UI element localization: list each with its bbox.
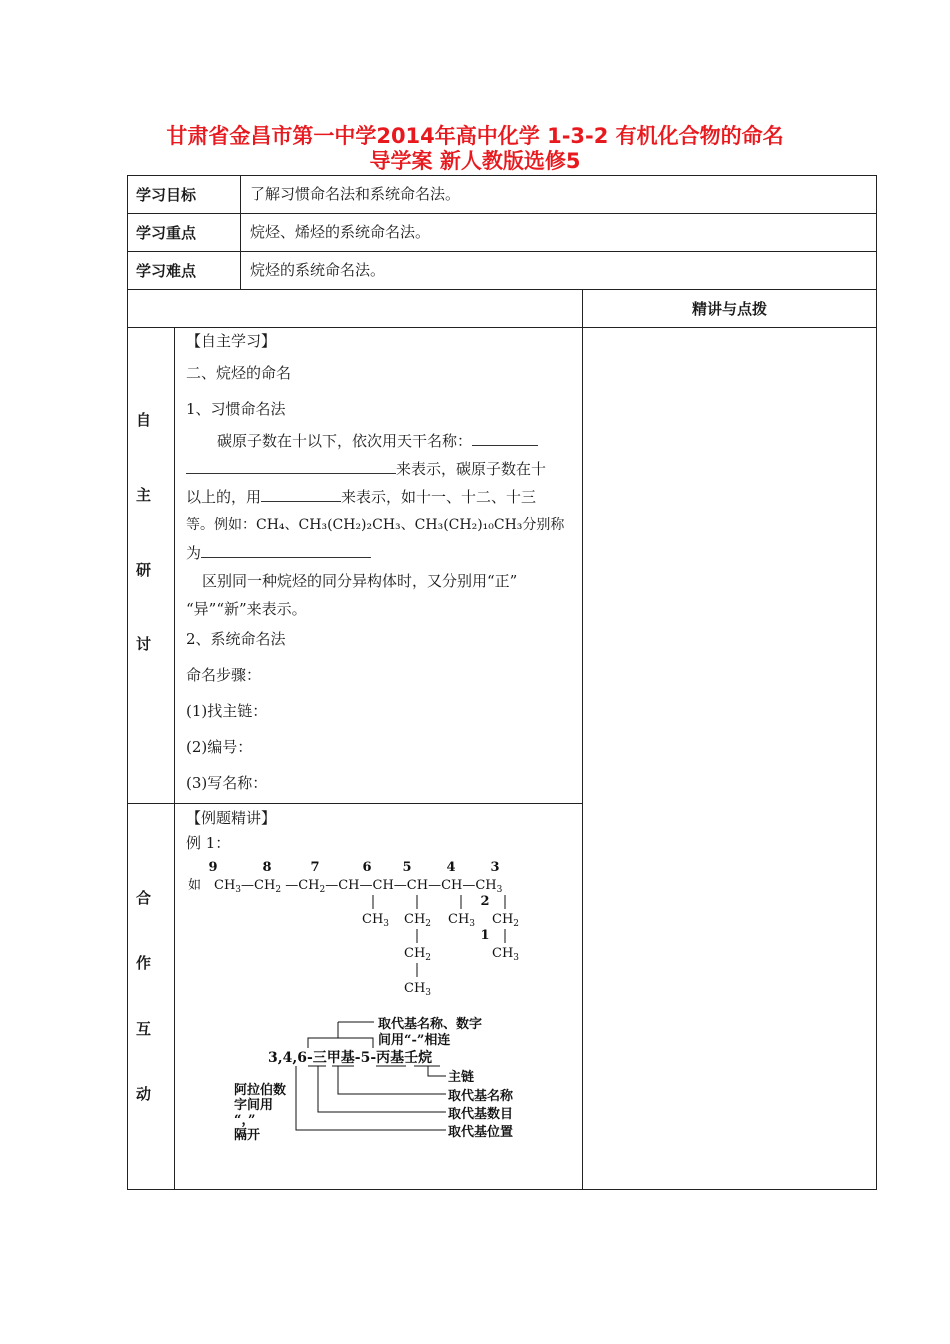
paragraph-text: 来表示，碳原子数在十 (396, 460, 547, 478)
side-char: 作 (136, 954, 152, 972)
note-left: 阿拉伯数 (234, 1083, 287, 1098)
table-divider (127, 289, 876, 290)
formula-branch: $CH_3$ (362, 912, 390, 929)
subsection-heading: 2、系统命名法 (186, 630, 286, 648)
paragraph-line (186, 458, 546, 479)
subsection-heading: 1、习惯命名法 (186, 400, 286, 418)
chain-number: 3 (490, 860, 500, 875)
formula-branch: $CH_3$ (448, 912, 476, 929)
paragraph-line: “异”“新”来表示。 (186, 600, 307, 618)
table-divider (240, 175, 241, 289)
step-item: (1)找主链： (186, 702, 268, 720)
leader-line (308, 1038, 373, 1048)
formula-branch: $CH_3$ (404, 981, 432, 998)
chain-number: 5 (402, 860, 412, 875)
chain-number: 1 (480, 928, 490, 943)
chain-number: 8 (262, 860, 272, 875)
self-study-heading: 【自主学习】 (186, 332, 277, 350)
paragraph-line (186, 486, 536, 507)
table-divider (174, 327, 175, 1190)
note-main: 主链 (448, 1070, 475, 1085)
note-top-1: 取代基名称、数字 (378, 1017, 483, 1032)
focus-text: 烷烃、烯烃的系统命名法。 (250, 223, 431, 241)
note-left: “，” (234, 1113, 256, 1128)
formula-branch: $CH_3$ (492, 946, 520, 963)
formula-branch: $CH_2$ (404, 912, 432, 929)
chain-number: 7 (310, 860, 320, 875)
table-divider (127, 327, 876, 328)
table-border (127, 175, 128, 1190)
fill-blank (472, 431, 538, 446)
goal-label: 学习目标 (136, 186, 197, 204)
steps-title: 命名步骤： (186, 666, 262, 684)
leader-line (338, 1066, 446, 1094)
example-number: 例 1： (186, 834, 231, 852)
leader-line (428, 1066, 446, 1076)
example-heading: 【例题精讲】 (186, 809, 277, 827)
note-left: 字间用 (234, 1098, 274, 1113)
focus-label: 学习重点 (136, 224, 197, 242)
formula-branch: $CH_2$ (404, 946, 432, 963)
table-divider (127, 803, 582, 804)
note-left: 隔开 (234, 1128, 261, 1143)
section-heading: 二、烷烃的命名 (186, 364, 292, 382)
paragraph-text: 来表示，如十一、十二、十三 (341, 488, 537, 506)
side-char: 研 (136, 561, 152, 579)
paragraph-line (186, 542, 371, 563)
note-sub-count: 取代基数目 (448, 1107, 514, 1122)
side-char: 合 (136, 889, 152, 907)
fill-blank (261, 487, 341, 502)
notes-header: 精讲与点拨 (692, 300, 768, 318)
paragraph-text: 碳原子数在十以下，依次用天干名称： (217, 432, 473, 450)
step-item: (3)写名称： (186, 774, 268, 792)
paragraph-text: 为 (186, 544, 202, 562)
paragraph-line: 等。例如：CH₄、CH₃(CH₂)₂CH₃、CH₃(CH₂)₁₀CH₃分别称 (186, 517, 565, 533)
formula-branch: $CH_2$ (492, 912, 520, 929)
side-char: 互 (136, 1020, 152, 1038)
fill-blank (186, 459, 396, 474)
side-char: 讨 (136, 635, 152, 653)
difficulty-label: 学习难点 (136, 262, 197, 280)
side-char: 自 (136, 411, 152, 429)
paragraph-line (217, 430, 538, 451)
note-top-2: 间用“-”相连 (378, 1033, 451, 1048)
side-char: 主 (136, 486, 152, 504)
note-sub-pos: 取代基位置 (448, 1125, 514, 1140)
chain-number: 9 (208, 860, 218, 875)
fill-blank (201, 543, 371, 558)
ru-label: 如 (188, 878, 202, 893)
document-title-line1: 甘肃省金昌市第一中学2014年高中化学 1-3-2 有机化合物的命名 (166, 124, 784, 148)
formula-main-chain: $CH_3—CH_2$ $—CH_2—CH—CH—CH—CH—CH_3$ (214, 878, 503, 895)
table-border (876, 175, 877, 1190)
structural-formula (180, 855, 575, 1000)
leader-line (318, 1066, 446, 1112)
note-sub-name: 取代基名称 (448, 1089, 514, 1104)
side-char: 动 (136, 1085, 152, 1103)
document-title-line2: 导学案 新人教版选修5 (369, 149, 581, 173)
table-border (127, 1189, 876, 1190)
chain-number: 4 (446, 860, 456, 875)
step-item: (2)编号： (186, 738, 253, 756)
paragraph-text: 以上的，用 (186, 488, 262, 506)
table-divider (582, 289, 583, 1190)
paragraph-line: 区别同一种烷烃的同分异构体时，又分别用“正” (202, 572, 518, 590)
difficulty-text: 烷烃的系统命名法。 (250, 261, 386, 279)
goal-text: 了解习惯命名法和系统命名法。 (250, 185, 461, 203)
chain-number: 2 (480, 894, 490, 909)
chain-number: 6 (362, 860, 372, 875)
compound-name: 3,4,6-三甲基-5-丙基壬烷 (268, 1050, 433, 1066)
name-analysis-diagram (228, 1010, 568, 1160)
